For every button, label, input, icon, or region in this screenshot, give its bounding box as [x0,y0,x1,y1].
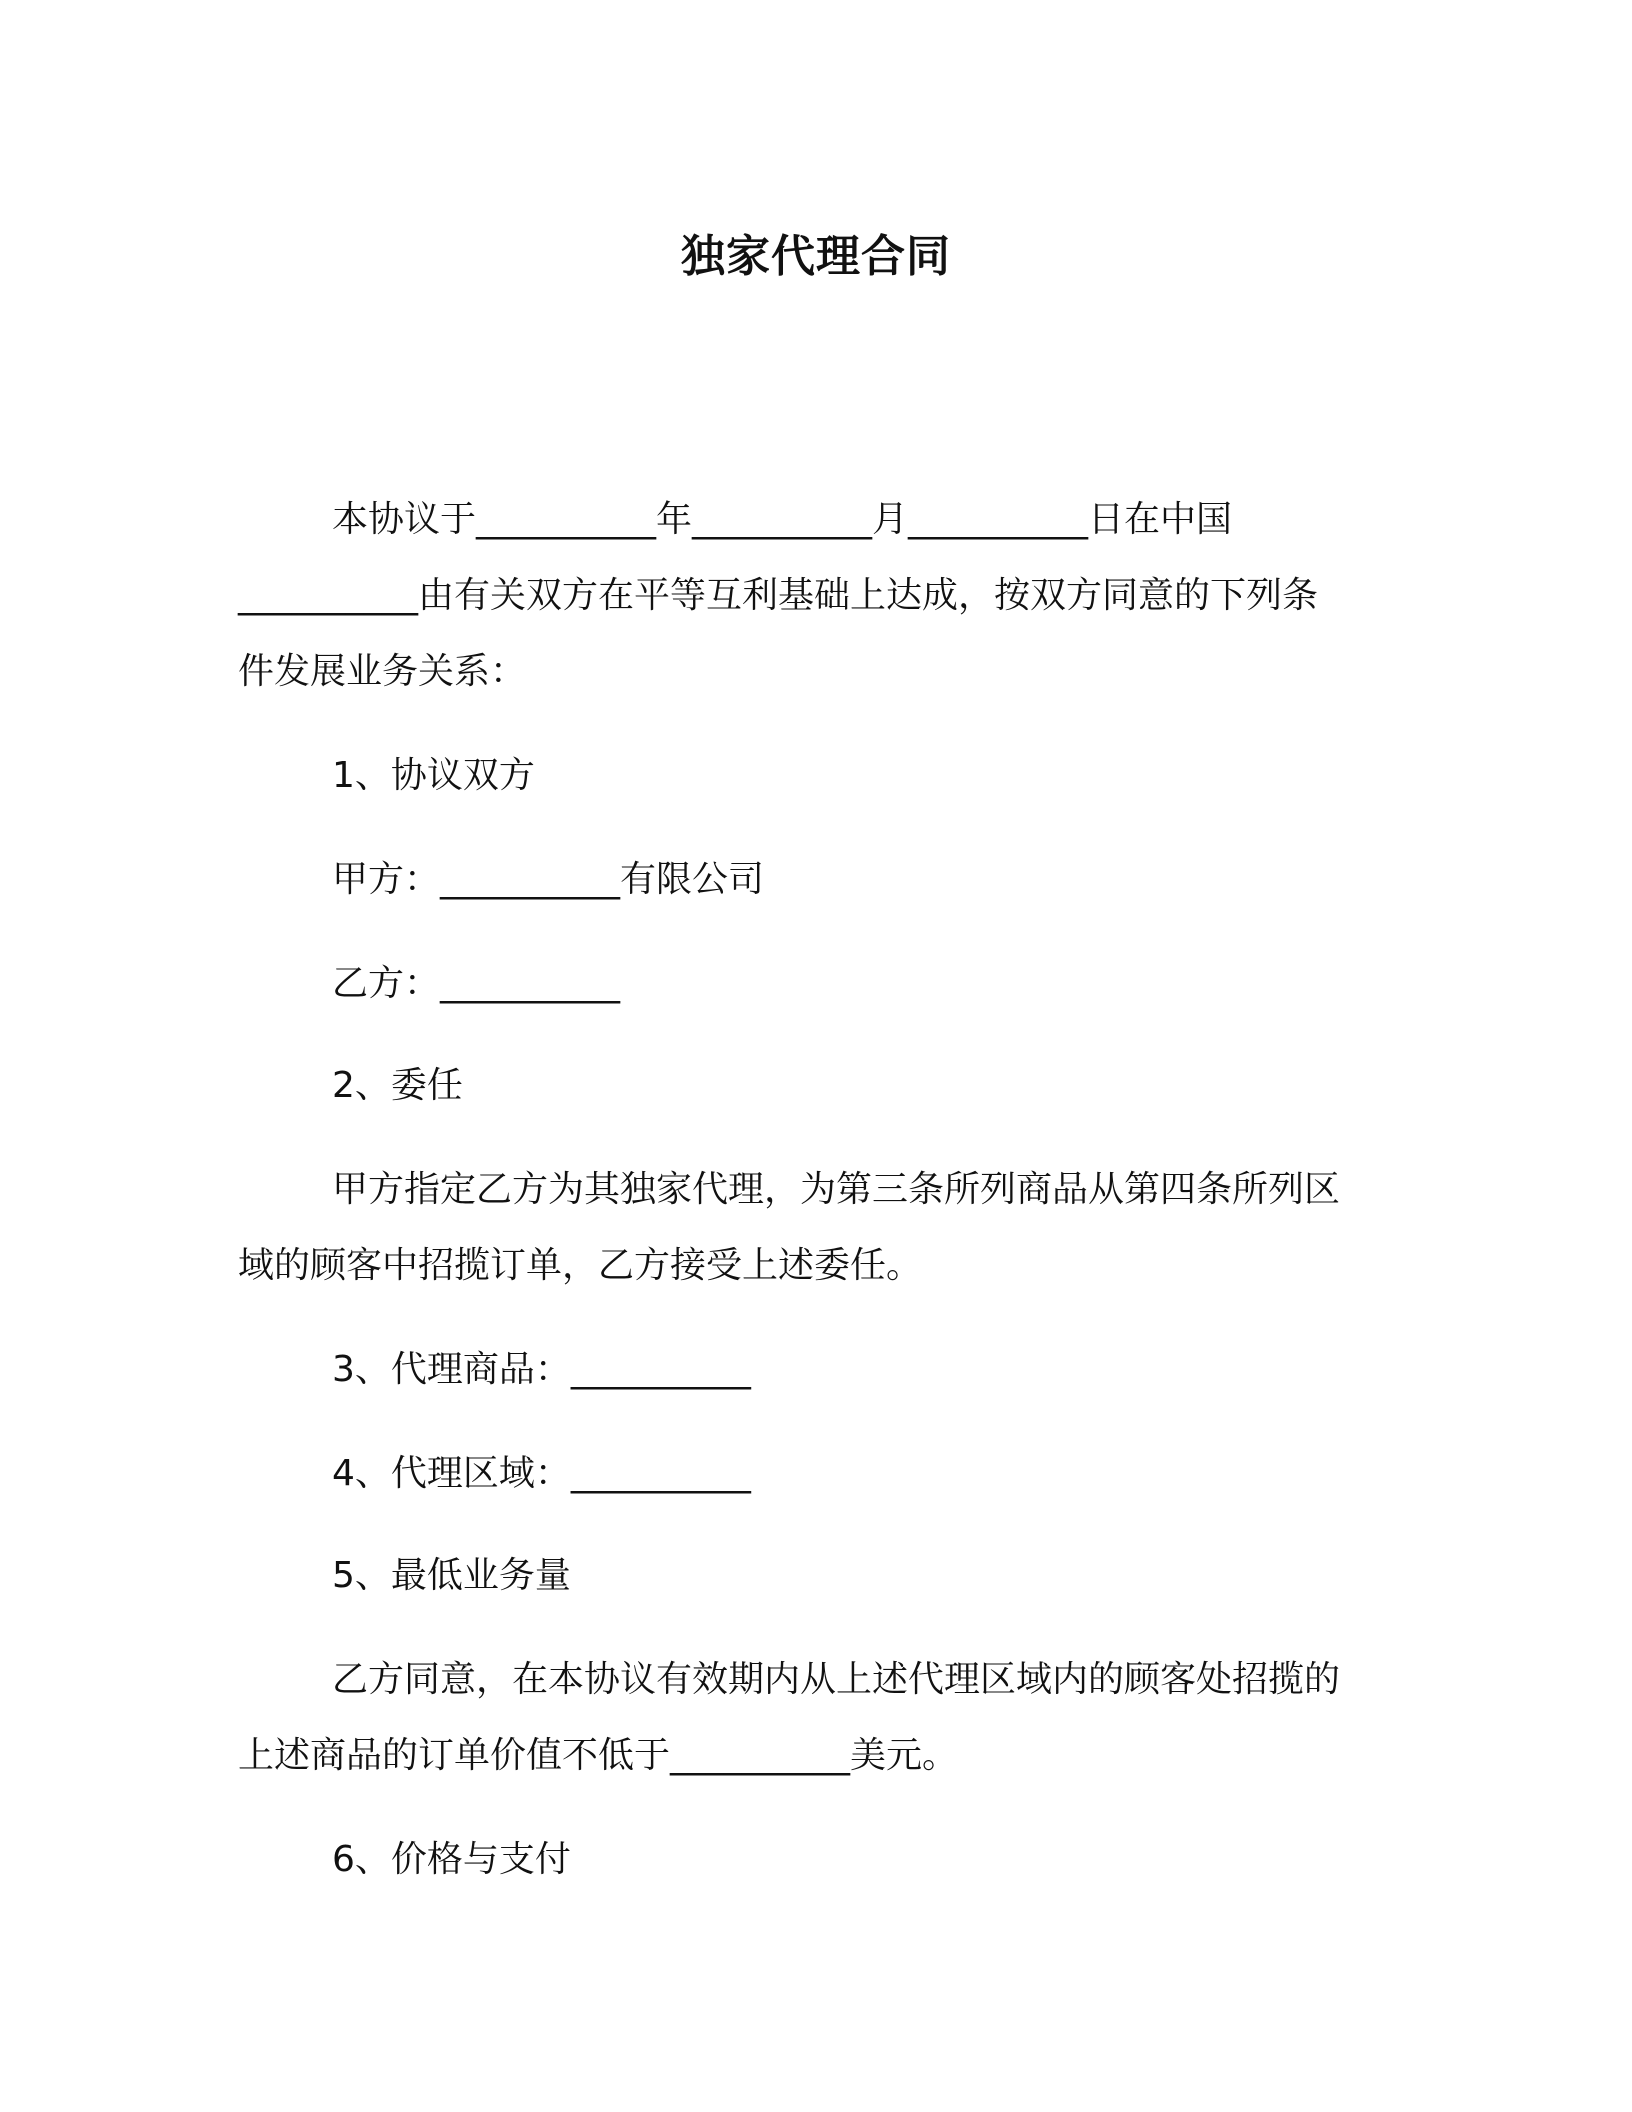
section-heading-parties: 1、协议双方 [332,755,535,796]
preamble-line-1: 本协议于__________年__________月__________日在中国 [332,499,1233,540]
party-a-line: 甲方：__________有限公司 [332,859,765,900]
section-agency-territory: 4、代理区域：__________ [332,1453,751,1494]
section-agency-goods: 3、代理商品：__________ [332,1349,751,1390]
minimum-volume-line-1: 乙方同意，在本协议有效期内从上述代理区域内的顾客处招揽的 [332,1659,1341,1700]
document-title: 独家代理合同 [681,231,951,282]
minimum-volume-line-2: 上述商品的订单价值不低于__________美元。 [238,1735,959,1776]
appointment-line-1: 甲方指定乙方为其独家代理，为第三条所列商品从第四条所列区 [332,1169,1341,1210]
section-heading-minimum-volume: 5、最低业务量 [332,1555,571,1596]
preamble-line-3: 件发展业务关系： [238,651,527,692]
section-heading-appointment: 2、委任 [332,1065,463,1106]
appointment-line-2: 域的顾客中招揽订单，乙方接受上述委任。 [238,1245,923,1286]
party-b-line: 乙方：__________ [332,963,621,1004]
section-heading-price-payment: 6、价格与支付 [332,1839,571,1880]
preamble-line-2: __________由有关双方在平等互利基础上达成，按双方同意的下列条 [238,575,1319,616]
